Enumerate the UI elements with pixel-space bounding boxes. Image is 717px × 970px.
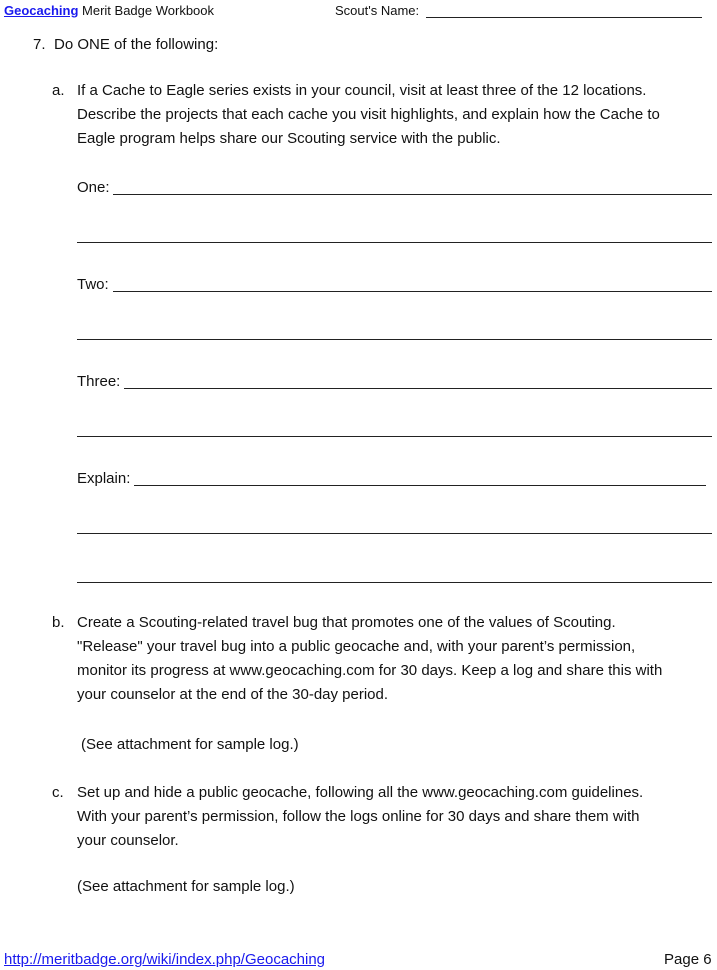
item-b-letter: b.	[52, 614, 65, 631]
item-c-note: (See attachment for sample log.)	[77, 878, 295, 895]
footer-url-link[interactable]: http://meritbadge.org/wiki/index.php/Geocaching	[4, 951, 326, 968]
item-c-line: Set up and hide a public geocache, following all the www.geocaching.com guidelines.	[77, 784, 644, 801]
answer-line-three[interactable]	[124, 372, 712, 389]
answer-line-two[interactable]	[113, 275, 712, 292]
header-title	[4, 3, 214, 18]
field-label-one: One:	[77, 179, 110, 196]
answer-line[interactable]	[77, 517, 712, 534]
item-b-line: "Release" your travel bug into a public geocache and, with your parent’s permission,	[77, 638, 636, 655]
req-number: 7.	[33, 36, 46, 53]
item-c-line: your counselor.	[77, 832, 179, 849]
answer-line[interactable]	[77, 226, 712, 243]
item-a-line: Describe the projects that each cache you visit highlights, and explain how the Cache to	[77, 106, 660, 123]
answer-line[interactable]	[77, 323, 712, 340]
field-label-explain: Explain:	[77, 470, 131, 487]
geocaching-link[interactable]: Geocaching	[4, 3, 79, 18]
req-text: Do ONE of the following:	[54, 36, 219, 53]
item-a-line: Eagle program helps share our Scouting service with the public.	[77, 130, 501, 147]
scout-name-field[interactable]	[426, 1, 702, 18]
field-label-two: Two:	[77, 276, 109, 293]
item-c-line: With your parent’s permission, follow the logs online for 30 days and share them with	[77, 808, 640, 825]
answer-line[interactable]	[77, 566, 712, 583]
header-subtitle: Merit Badge Workbook	[78, 3, 215, 18]
answer-line-explain[interactable]	[134, 469, 706, 486]
item-b-line: Create a Scouting-related travel bug that promotes one of the values of Scouting.	[77, 614, 616, 631]
field-label-three: Three:	[77, 373, 121, 390]
item-a-letter: a.	[52, 82, 65, 99]
scout-name-label: Scout's Name:	[335, 3, 420, 18]
answer-line[interactable]	[77, 420, 712, 437]
page-number: Page 6	[664, 951, 712, 968]
item-b-line: monitor its progress at www.geocaching.com for 30 days. Keep a log and share this with	[77, 662, 663, 679]
item-b-line: your counselor at the end of the 30-day period.	[77, 686, 389, 703]
item-c-letter: c.	[52, 784, 64, 801]
item-b-note: (See attachment for sample log.)	[81, 736, 299, 753]
item-a-line: If a Cache to Eagle series exists in your council, visit at least three of the 12 locations.	[77, 82, 647, 99]
answer-line-one[interactable]	[113, 178, 712, 195]
